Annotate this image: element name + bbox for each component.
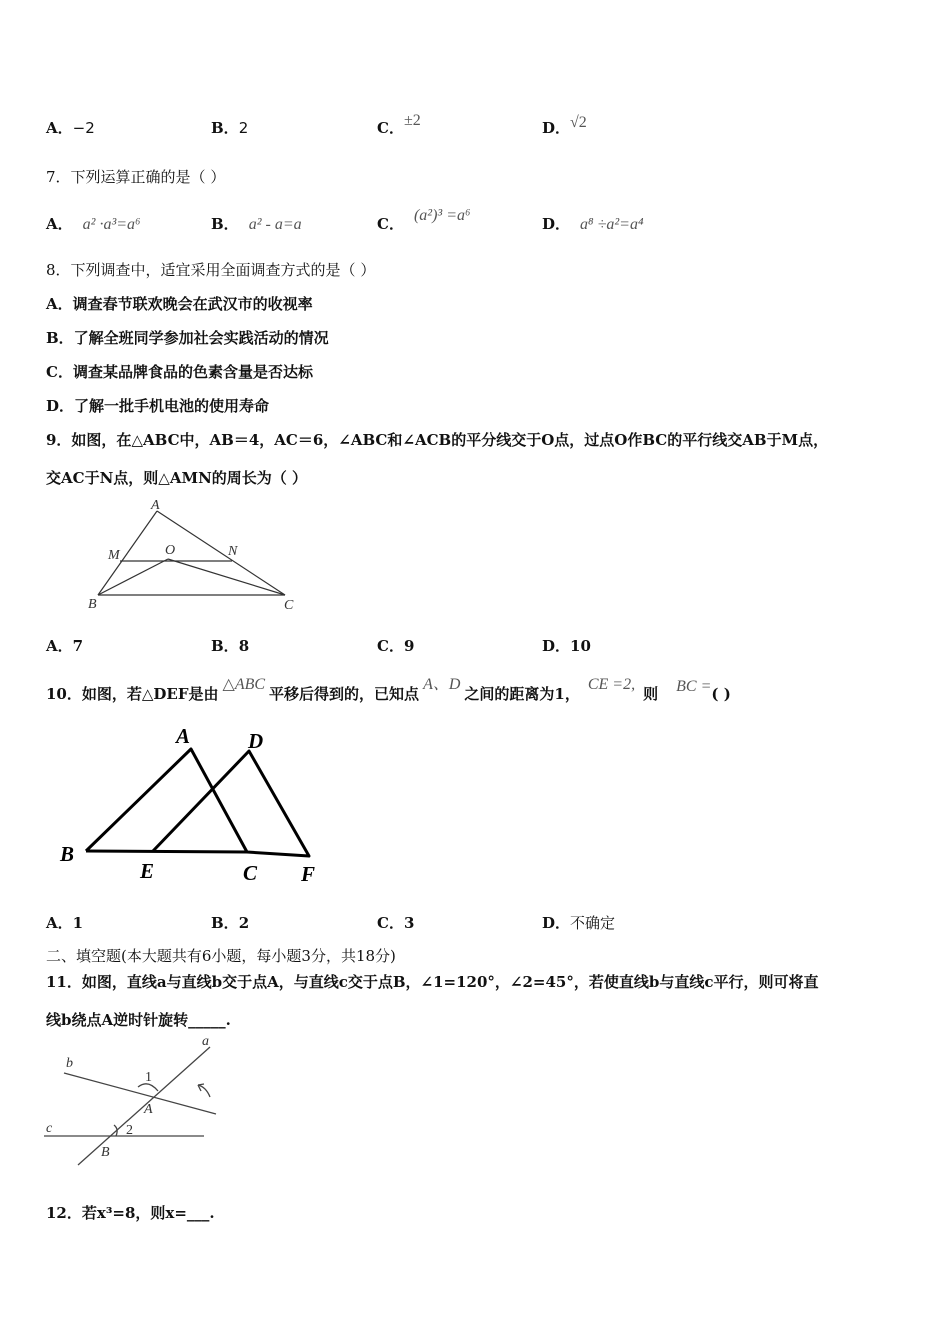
q10-stem: 10．如图，若△DEF是由△ABC平移后得到的，已知点A、D之间的距离为1，CE =2,则 BC =( ) xyxy=(46,676,731,703)
q6-option-c: C．±2 xyxy=(377,112,421,137)
q7-option-a: A． a² ·a³=a⁶ xyxy=(46,215,141,233)
q10-option-a: A．1 xyxy=(46,914,84,932)
q8-option-b: B．了解全班同学参加社会实践活动的情况 xyxy=(46,329,329,347)
q8-stem: 8．下列调查中，适宜采用全面调查方式的是（ ） xyxy=(46,261,376,279)
q10-option-d: D．不确定 xyxy=(542,914,616,932)
q9-label-c: C xyxy=(284,598,294,613)
segment-ab xyxy=(98,511,157,595)
q7-option-d: D． a⁸ ÷a²=a⁴ xyxy=(542,215,644,233)
q9-label-a: A xyxy=(151,498,160,513)
q7-option-b: B． a² - a=a xyxy=(211,215,302,233)
rotation-arrow xyxy=(198,1085,210,1097)
q7-stem: 7．下列运算正确的是（ ） xyxy=(46,168,226,186)
q10-option-c: C．3 xyxy=(377,914,415,932)
angle2-arc xyxy=(114,1125,117,1136)
q11-stem-line2: 线b绕点A逆时针旋转_____. xyxy=(46,1011,231,1029)
line-b xyxy=(64,1073,216,1114)
q9-option-b: B．8 xyxy=(211,637,250,655)
q10-label-e: E xyxy=(140,859,155,883)
segment-bo xyxy=(98,559,168,595)
q10-figure xyxy=(50,718,350,888)
q8-option-c: C．调查某品牌食品的色素含量是否达标 xyxy=(46,363,313,381)
q9-stem-line2: 交AC于N点，则△AMN的周长为（ ） xyxy=(46,469,307,487)
q11-label-c: c xyxy=(46,1121,53,1136)
q11-label-point-b: B xyxy=(101,1145,110,1160)
q8-option-a: A．调查春节联欢晚会在武汉市的收视率 xyxy=(46,295,313,313)
q8-option-d: D．了解一批手机电池的使用寿命 xyxy=(46,397,270,415)
segment-bc-line xyxy=(86,851,247,852)
q9-option-d: D．10 xyxy=(542,637,591,655)
q9-option-a: A．7 xyxy=(46,637,84,655)
q10-label-b: B xyxy=(60,842,75,866)
q11-label-2: 2 xyxy=(126,1123,133,1138)
segment-co xyxy=(168,559,285,595)
q9-label-n: N xyxy=(228,544,238,559)
q11-figure xyxy=(44,1035,219,1167)
q11-label-1: 1 xyxy=(145,1070,152,1085)
q10-triangles xyxy=(86,749,309,856)
q10-label-f: F xyxy=(301,862,316,886)
segment-ac xyxy=(157,511,285,595)
q9-option-c: C．9 xyxy=(377,637,415,655)
q6-option-b: B．2 xyxy=(211,119,249,137)
q7-option-c: C． (a²)³ =a⁶ xyxy=(377,207,471,233)
q9-label-o: O xyxy=(165,543,176,558)
q10-label-c: C xyxy=(243,861,258,885)
q6-option-d: D．√2 xyxy=(542,114,587,137)
q11-label-point-a: A xyxy=(144,1102,153,1117)
q9-label-m: M xyxy=(108,548,120,563)
section2-heading: 二、填空题(本大题共有6小题，每小题3分，共18分) xyxy=(46,947,396,965)
q9-figure xyxy=(80,495,310,620)
q10-label-a: A xyxy=(176,724,191,748)
q11-label-a: a xyxy=(202,1035,209,1049)
q9-label-b: B xyxy=(88,597,97,612)
q10-label-d: D xyxy=(248,729,264,753)
q6-option-a: A．−2 xyxy=(46,119,95,137)
q11-label-b: b xyxy=(66,1056,73,1071)
q10-option-b: B．2 xyxy=(211,914,250,932)
q9-stem-line1: 9．如图，在△ABC中，AB＝4，AC＝6，∠ABC和∠ACB的平分线交于O点，过点O作BC的平行线交AB于M点， xyxy=(46,431,829,449)
q11-stem-line1: 11．如图，直线a与直线b交于点A，与直线c交于点B，∠1=120°，∠2=45°，若使直线b与直线c平行，则可将直 xyxy=(46,973,819,991)
q12-stem: 12．若x³=8，则x=___. xyxy=(46,1204,215,1222)
